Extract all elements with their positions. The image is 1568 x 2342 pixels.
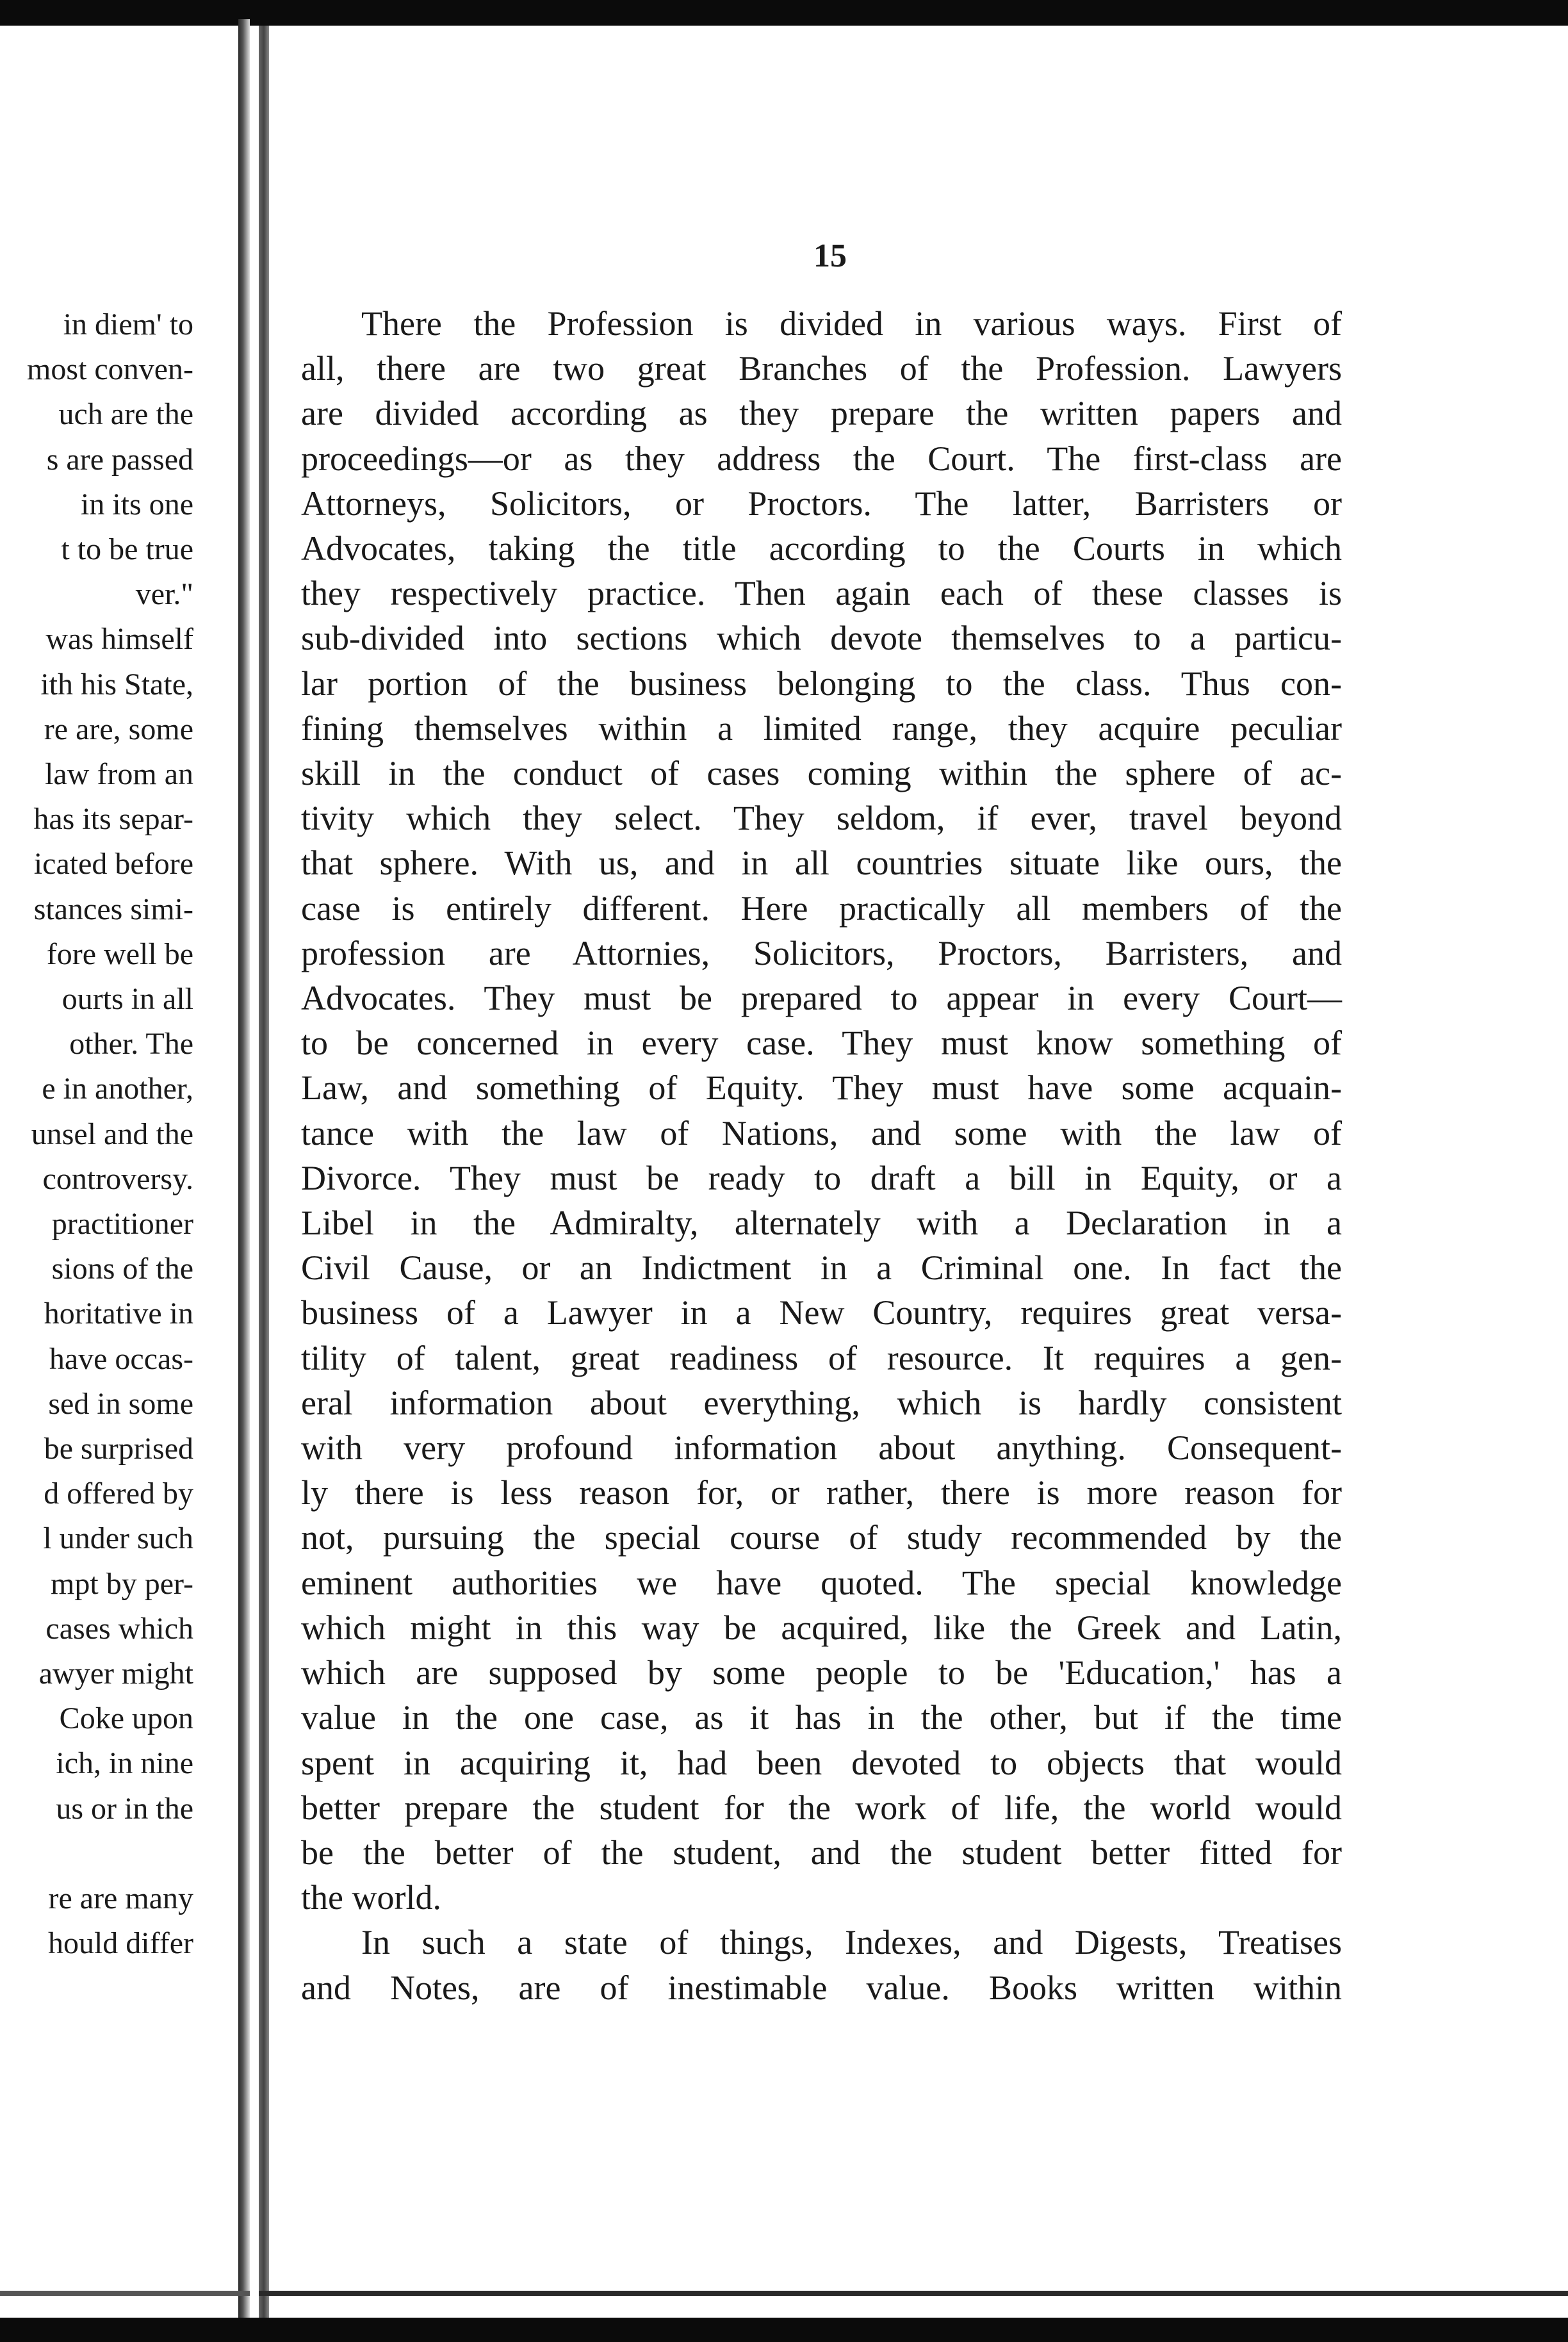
left-page-line: uch are the — [58, 397, 193, 432]
left-page-line: l under such — [43, 1521, 193, 1556]
left-page-fragment — [0, 0, 238, 2306]
text-line: which are supposed by some people to be 'Education,' has a — [301, 1653, 1342, 1692]
text-line: value in the one case, as it has in the other, but if the time — [301, 1698, 1342, 1737]
text-line: tivity which they select. They seldom, if ever, travel beyond — [301, 799, 1342, 838]
left-page-line: awyer might — [38, 1657, 193, 1691]
text-line: There the Profession is divided in various ways. First of — [361, 304, 1342, 343]
text-line: case is entirely different. Here practically all members of the — [301, 888, 1342, 928]
left-page-line: ith his State, — [40, 667, 193, 701]
left-page-line: t to be true — [61, 532, 193, 566]
left-page-line: be surprised — [44, 1432, 193, 1466]
text-line: business of a Lawyer in a New Country, requires great versa- — [301, 1293, 1342, 1332]
left-page-line: re are many — [48, 1881, 193, 1915]
text-line: spent in acquiring it, had been devoted to objects that would — [301, 1743, 1342, 1782]
text-line: which might in this way be acquired, like the Greek and Latin, — [301, 1608, 1342, 1647]
left-page-line: e in another, — [42, 1072, 193, 1106]
paragraph — [301, 301, 1342, 1920]
left-page-line: ich, in nine — [56, 1746, 193, 1781]
left-page-line: us or in the — [56, 1791, 193, 1826]
left-page-line: in diem' to — [63, 307, 193, 341]
text-line: to be concerned in every case. They must know something of — [301, 1024, 1342, 1063]
left-page-line: practitioner — [51, 1207, 193, 1241]
left-page-line: hould differ — [47, 1926, 193, 1961]
text-line: skill in the conduct of cases coming within the sphere of ac- — [301, 754, 1342, 793]
text-line: Divorce. They must be ready to draft a bill in Equity, or a — [301, 1158, 1342, 1197]
text-line: they respectively practice. Then again each of these classes is — [301, 574, 1342, 613]
left-page-line: controversy. — [42, 1161, 193, 1196]
left-page-line: in its one — [81, 487, 193, 521]
text-line: the world. — [301, 1878, 441, 1917]
text-line: Advocates. They must be prepared to appear in every Court— — [301, 979, 1342, 1018]
text-line: and Notes, are of inestimable value. Books written within — [301, 1968, 1342, 2007]
left-page-line: has its separ- — [33, 802, 193, 837]
left-page-line: stances simi- — [33, 892, 193, 926]
left-page-line: have occas- — [49, 1341, 193, 1376]
text-line: Attorneys, Solicitors, or Proctors. The latter, Barristers or — [301, 484, 1342, 523]
text-line: eminent authorities we have quoted. The special knowledge — [301, 1563, 1342, 1602]
page-gutter-shadow — [238, 19, 250, 2325]
text-line: tance with the law of Nations, and some with the law of — [301, 1113, 1342, 1152]
text-line: all, there are two great Branches of the Profession. Lawyers — [301, 349, 1342, 388]
paragraph — [301, 1920, 1342, 2010]
text-line: In such a state of things, Indexes, and Digests, Treatises — [361, 1923, 1342, 1962]
left-page-line: was himself — [45, 622, 193, 657]
left-page-line: fore well be — [46, 937, 193, 971]
left-page-bottom-edge — [0, 2291, 250, 2296]
text-line: Law, and something of Equity. They must have some acquain- — [301, 1069, 1342, 1108]
left-page-line: Coke upon — [59, 1701, 193, 1736]
left-page-line: sions of the — [51, 1252, 193, 1286]
left-page-line: most conven- — [27, 352, 193, 387]
page-number: 15 — [813, 238, 847, 274]
text-line: not, pursuing the special course of study recommended by the — [301, 1518, 1342, 1557]
text-line: lar portion of the business belonging to the class. Thus con- — [301, 664, 1342, 703]
left-page-line: unsel and the — [31, 1117, 193, 1151]
left-page-line: horitative in — [44, 1297, 193, 1331]
text-line: Libel in the Admiralty, alternately with a Declaration in a — [301, 1204, 1342, 1243]
text-line: fining themselves within a limited range, they acquire peculiar — [301, 708, 1342, 748]
left-page-line: d offered by — [44, 1477, 193, 1511]
left-page-line: mpt by per- — [51, 1566, 193, 1601]
left-page-line: law from an — [45, 757, 193, 791]
page-bottom-edge — [259, 2291, 1568, 2296]
text-line: with very profound information about anything. Consequent- — [301, 1429, 1342, 1468]
text-line: Civil Cause, or an Indictment in a Criminal one. In fact the — [301, 1249, 1342, 1288]
page-body-text — [301, 301, 1342, 2010]
left-page-line: s are passed — [46, 442, 193, 477]
text-line: ly there is less reason for, or rather, there is more reason for — [301, 1473, 1342, 1512]
page-binding-edge — [259, 26, 269, 2319]
left-page-line: icated before — [33, 847, 193, 881]
text-line: are divided according as they prepare the written papers and — [301, 394, 1342, 433]
text-line: better prepare the student for the work of life, the world would — [301, 1788, 1342, 1827]
text-line: eral information about everything, which is hardly consistent — [301, 1383, 1342, 1422]
left-page-line: ver." — [135, 577, 193, 612]
left-page-line: sed in some — [48, 1386, 193, 1421]
text-line: tility of talent, great readiness of resource. It requires a gen- — [301, 1338, 1342, 1377]
left-page-line: cases which — [45, 1611, 193, 1646]
text-line: profession are Attornies, Solicitors, Proctors, Barristers, and — [301, 933, 1342, 972]
text-line: proceedings—or as they address the Court. The first-class are — [301, 439, 1342, 478]
text-line: that sphere. With us, and in all countries situate like ours, the — [301, 844, 1342, 883]
text-line: Advocates, taking the title according to the Courts in which — [301, 529, 1342, 568]
text-line: be the better of the student, and the student better fitted for — [301, 1833, 1342, 1872]
left-page-line: re are, some — [44, 712, 193, 746]
left-page-line: ourts in all — [61, 982, 193, 1016]
left-page-line: other. The — [69, 1027, 193, 1061]
scan-bottom-border — [0, 2318, 1568, 2342]
text-line: sub-divided into sections which devote themselves to a particu- — [301, 619, 1342, 658]
